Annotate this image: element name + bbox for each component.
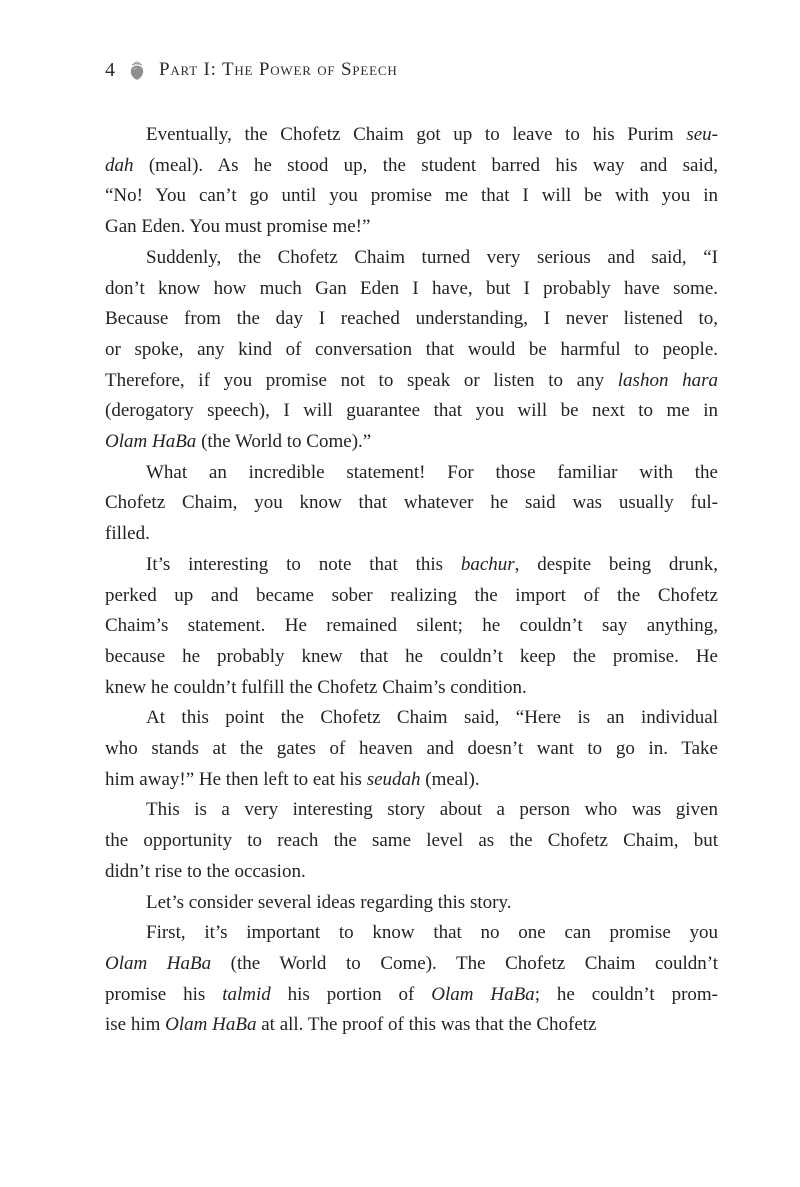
paragraph (105, 703, 718, 795)
text-line: It’s interesting to note that this bachur, despite being drunk, (146, 553, 718, 575)
text-line: Because from the day I reached understanding, I never listened to, (105, 308, 718, 330)
text-line: ise him Olam HaBa at all. The proof of this was that the Chofetz (105, 1014, 597, 1036)
text-line: “No! You can’t go until you promise me that I will be with you in (105, 185, 718, 207)
text-line: filled. (105, 523, 150, 545)
paragraph (105, 918, 718, 1041)
text-line: First, it’s important to know that no one can promise you (146, 922, 718, 944)
text-line: him away!” He then left to eat his seudah (meal). (105, 768, 480, 790)
paragraph (105, 243, 718, 458)
pomegranate-icon (128, 61, 146, 81)
text-line: knew he couldn’t fulfill the Chofetz Chaim’s condition. (105, 676, 527, 698)
running-header (105, 58, 718, 82)
text-line: dah (meal). As he stood up, the student barred his way and said, (105, 154, 718, 176)
text-line: or spoke, any kind of conversation that would be harmful to people. (105, 338, 718, 360)
text-block (105, 120, 718, 1041)
text-line: because he probably knew that he couldn’t keep the promise. He (105, 645, 718, 667)
text-line: don’t know how much Gan Eden I have, but I probably have some. (105, 277, 718, 299)
text-line: Olam HaBa (the World to Come). The Chofetz Chaim couldn’t (105, 952, 718, 974)
text-line: Chaim’s statement. He remained silent; he couldn’t say anything, (105, 615, 718, 637)
page-number: 4 (105, 59, 115, 81)
text-line: promise his talmid his portion of Olam HaBa; he couldn’t prom- (105, 983, 718, 1005)
text-line: Let’s consider several ideas regarding this story. (146, 891, 512, 913)
text-line: This is a very interesting story about a person who was given (146, 799, 718, 821)
paragraph (105, 550, 718, 704)
text-line: (derogatory speech), I will guarantee that you will be next to me in (105, 400, 718, 422)
text-line: At this point the Chofetz Chaim said, “Here is an individual (146, 707, 718, 729)
text-line: Chofetz Chaim, you know that whatever he said was usually ful- (105, 492, 718, 514)
paragraph (105, 795, 718, 887)
text-line: Gan Eden. You must promise me!” (105, 216, 371, 238)
paragraph (105, 888, 718, 919)
text-line: Eventually, the Chofetz Chaim got up to leave to his Purim seu- (146, 124, 718, 145)
text-line: who stands at the gates of heaven and doesn’t want to go in. Take (105, 738, 718, 760)
paragraph (105, 120, 718, 243)
text-line: perked up and became sober realizing the import of the Chofetz (105, 584, 718, 606)
text-line: Olam HaBa (the World to Come).” (105, 431, 372, 453)
text-line: Suddenly, the Chofetz Chaim turned very serious and said, “I (146, 246, 718, 268)
text-line: the opportunity to reach the same level as the Chofetz Chaim, but (105, 830, 718, 852)
section-title: Part I: The Power of Speech (159, 59, 398, 80)
text-line: Therefore, if you promise not to speak or listen to any lashon hara (105, 369, 718, 391)
text-line: What an incredible statement! For those familiar with the (146, 461, 718, 483)
paragraph (105, 458, 718, 550)
text-line: didn’t rise to the occasion. (105, 860, 306, 882)
